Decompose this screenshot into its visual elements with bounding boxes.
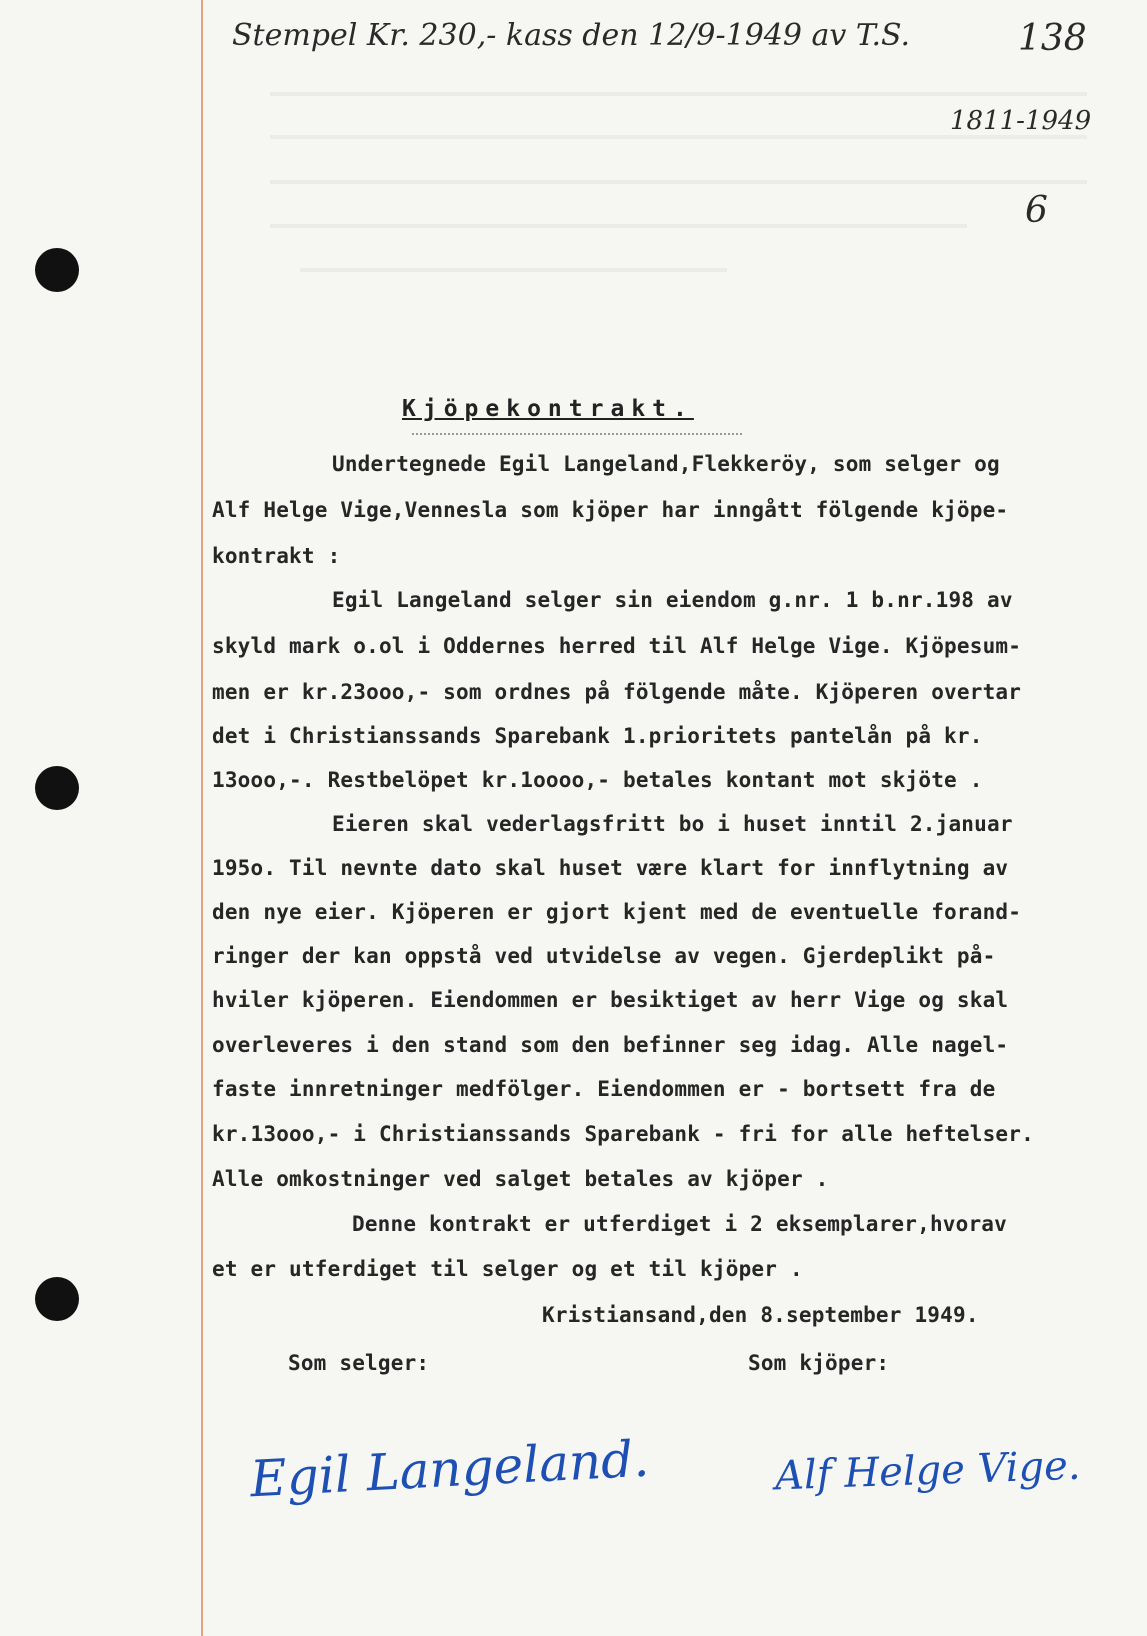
handwritten-mark: 6 [1025, 190, 1048, 231]
body-line: det i Christianssands Sparebank 1.prioritets pantelån på kr. [212, 724, 983, 748]
title-underline-dots [412, 433, 742, 435]
buyer-label: Som kjöper: [748, 1351, 890, 1375]
body-line: faste innretninger medfölger. Eiendommen er - bortsett fra de [212, 1077, 996, 1101]
body-line: Alf Helge Vige,Vennesla som kjöper har inngått fölgende kjöpe- [212, 498, 1009, 522]
place-and-date: Kristiansand,den 8.september 1949. [542, 1303, 979, 1327]
punch-hole-top [35, 248, 79, 292]
body-line: Alle omkostninger ved salget betales av kjöper . [212, 1167, 829, 1191]
registration-number: 1811-1949 [950, 106, 1092, 136]
margin-rule [201, 0, 203, 1636]
body-line: et er utferdiget til selger og et til kjöper . [212, 1257, 803, 1281]
seller-label: Som selger: [288, 1351, 430, 1375]
body-line: hviler kjöperen. Eiendommen er besiktiget av herr Vige og skal [212, 988, 1009, 1012]
punch-hole-middle [35, 766, 79, 810]
document-title: Kjöpekontrakt. [402, 396, 694, 422]
body-line: Eieren skal vederlagsfritt bo i huset inntil 2.januar [332, 812, 1013, 836]
bleed-through-line [300, 268, 727, 272]
body-line: 13ooo,-. Restbelöpet kr.1oooo,- betales kontant mot skjöte . [212, 768, 983, 792]
bleed-through-line [270, 180, 1087, 184]
body-line: 195o. Til nevnte dato skal huset være klart for innflytning av [212, 856, 1009, 880]
page-number: 138 [1018, 18, 1087, 59]
body-line: overleveres i den stand som den befinner seg idag. Alle nagel- [212, 1033, 1009, 1057]
body-line: kr.13ooo,- i Christianssands Sparebank - fri for alle heftelser. [212, 1122, 1034, 1146]
bleed-through-line [270, 224, 967, 228]
body-line: skyld mark o.ol i Oddernes herred til Alf Helge Vige. Kjöpesum- [212, 634, 1022, 658]
body-line: den nye eier. Kjöperen er gjort kjent med de eventuelle forand- [212, 900, 1022, 924]
body-line: ringer der kan oppstå ved utvidelse av vegen. Gjerdeplikt på- [212, 944, 996, 968]
body-line: Egil Langeland selger sin eiendom g.nr. 1 b.nr.198 av [332, 588, 1013, 612]
seller-signature: Egil Langeland. [248, 1429, 651, 1509]
body-line: men er kr.23ooo,- som ordnes på fölgende måte. Kjöperen overtar [212, 680, 1022, 704]
body-line: Undertegnede Egil Langeland,Flekkeröy, som selger og [332, 452, 1000, 476]
body-line: kontrakt : [212, 544, 341, 568]
body-line: Denne kontrakt er utferdiget i 2 eksemplarer,hvorav [352, 1212, 1007, 1236]
handwritten-stamp-note: Stempel Kr. 230,- kass den 12/9-1949 av T.S. [232, 18, 911, 53]
bleed-through-line [270, 92, 1087, 96]
punch-hole-bottom [35, 1277, 79, 1321]
buyer-signature: Alf Helge Vige. [774, 1442, 1082, 1500]
